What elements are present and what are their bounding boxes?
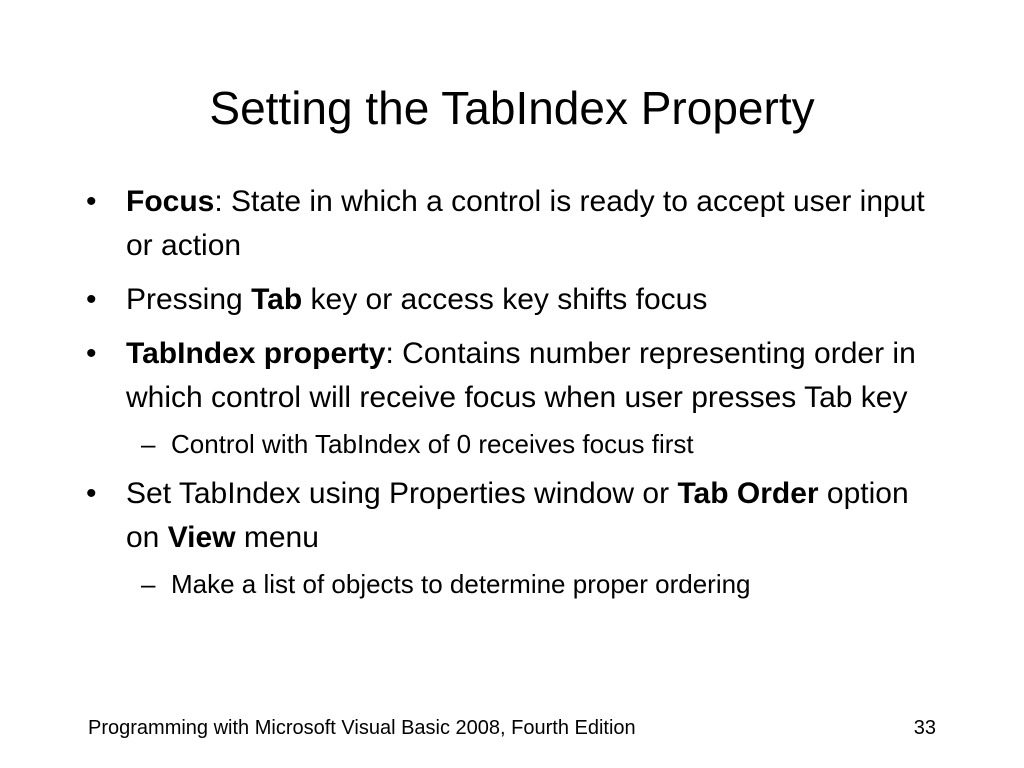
bullet-pressing-tab — [86, 278, 946, 322]
bullet-focus — [86, 180, 946, 268]
focus-definition: : State in which a control is ready to accept user input or action — [126, 185, 925, 262]
sub-bullet-marker: – — [141, 569, 156, 599]
term-tab: Tab — [251, 283, 303, 316]
menu-text: menu — [235, 521, 319, 554]
bullet-marker: • — [86, 185, 97, 218]
sub-bullet-marker: – — [141, 429, 156, 459]
slide-footer: Programming with Microsoft Visual Basic 2008, Fourth Edition — [88, 717, 636, 739]
term-view: View — [167, 521, 236, 554]
term-focus: Focus — [126, 185, 215, 218]
page-number: 33 — [913, 717, 936, 739]
tabindex-definition: : Contains number representing order in which control will receive focus when user presses Tab key — [126, 337, 916, 414]
sub-bullet-text: Make a list of objects to determine proper ordering — [171, 569, 751, 599]
slide-title: Setting the TabIndex Property — [209, 82, 815, 134]
sub-bullet-text: Control with TabIndex of 0 receives focus first — [171, 429, 694, 459]
sub-bullet-list-objects — [86, 566, 946, 602]
option-on-text: option on — [126, 477, 909, 554]
bullet-set-tabindex — [86, 472, 946, 560]
pressing-text: Pressing — [126, 283, 252, 316]
sub-bullet-tabindex-zero — [86, 426, 946, 462]
bullet-marker: • — [86, 337, 97, 370]
slide-content — [86, 180, 946, 612]
bullet-marker: • — [86, 477, 97, 510]
bullet-marker: • — [86, 283, 97, 316]
term-tabindex-property: TabIndex property — [126, 337, 386, 370]
bullet-tabindex-property — [86, 332, 946, 420]
term-tab-order: Tab Order — [677, 477, 819, 510]
shifts-focus-text: key or access key shifts focus — [302, 283, 708, 316]
set-tabindex-text: Set TabIndex using Properties window or — [126, 477, 678, 510]
